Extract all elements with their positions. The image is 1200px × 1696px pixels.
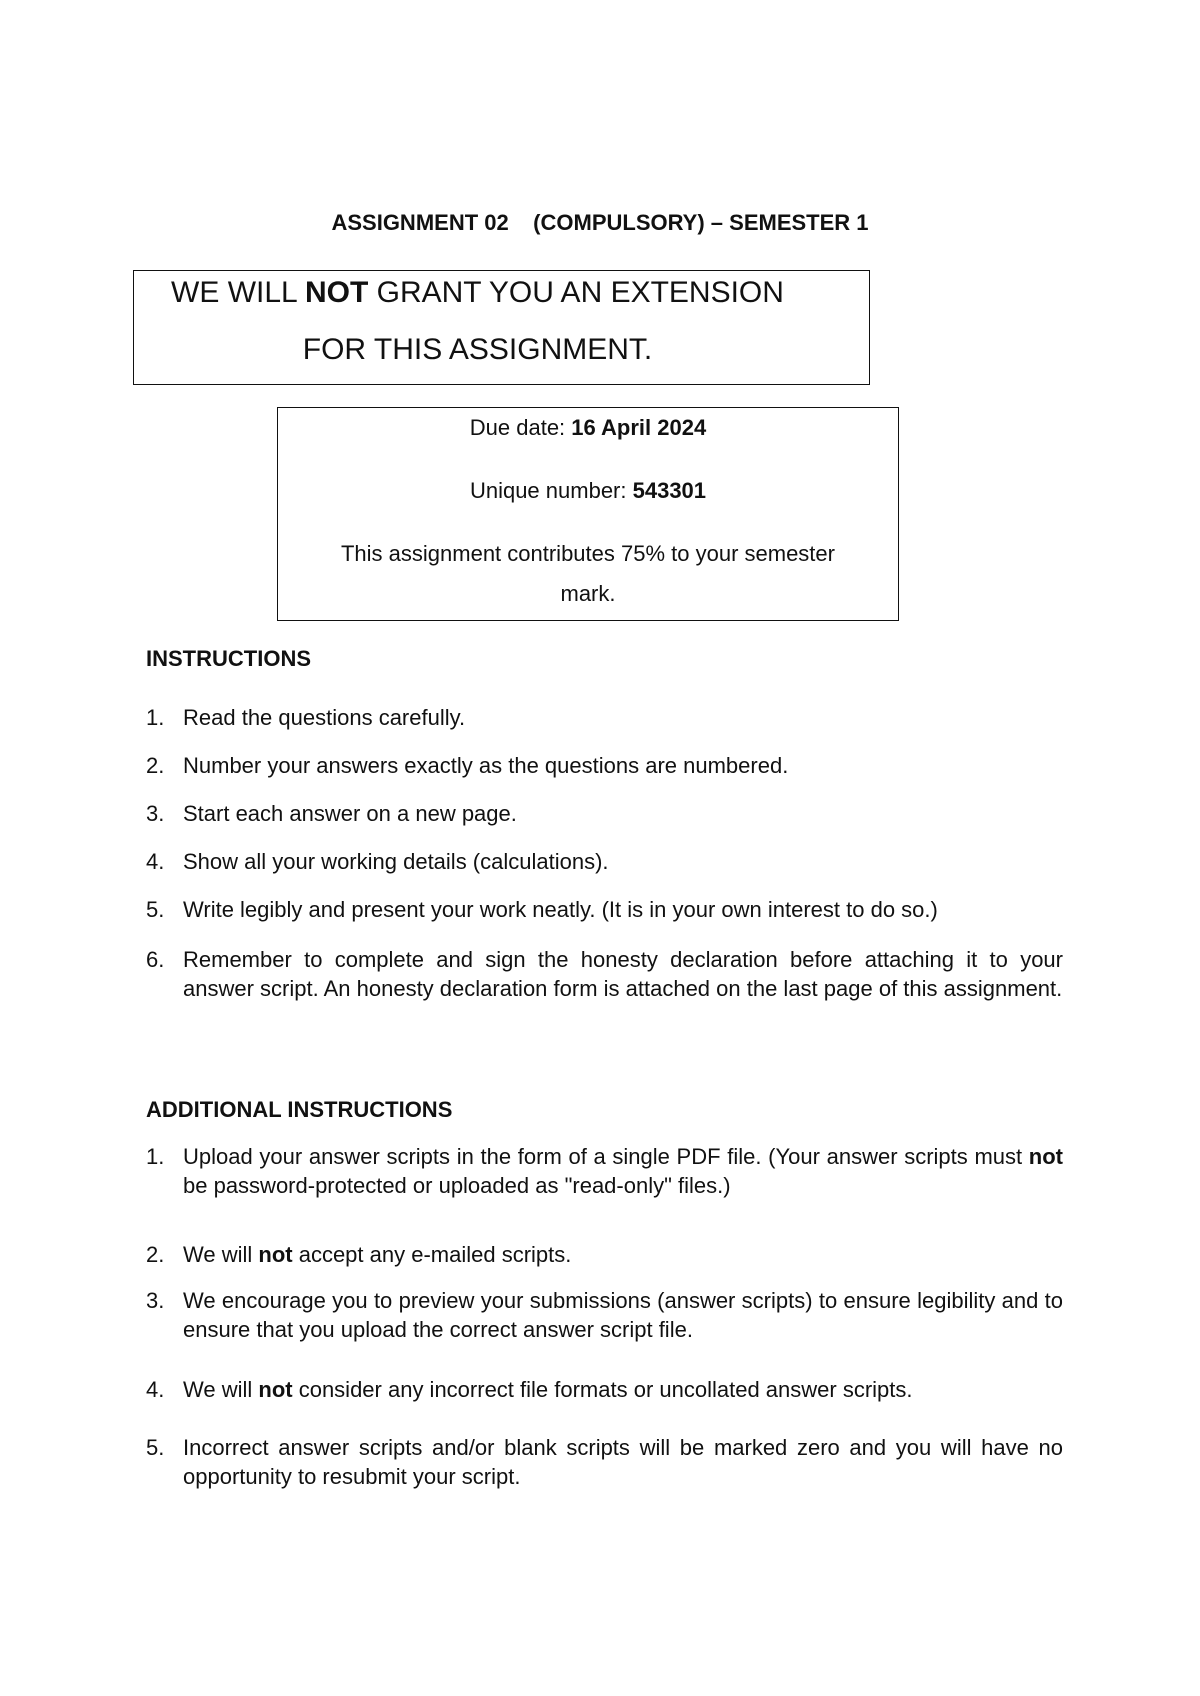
additional-instruction-number: 5. <box>146 1435 165 1460</box>
extension-notice-text: WE WILL <box>171 276 305 309</box>
contribution-line1: This assignment contributes 75% to your semester <box>340 541 835 566</box>
additional-instruction-text <box>183 1286 1063 1344</box>
additional-instruction-number: 3. <box>146 1288 165 1313</box>
extension-notice-emphasis: NOT <box>304 276 369 309</box>
instruction-number: 6. <box>146 947 165 972</box>
extension-notice-text: GRANT YOU AN EXTENSION <box>368 276 784 309</box>
instruction-number: 3. <box>146 801 165 826</box>
additional-instruction-number: 1. <box>146 1144 165 1169</box>
additional-instruction-text <box>183 1375 1063 1404</box>
instruction-number: 4. <box>146 849 165 874</box>
assignment-info-box <box>277 407 899 621</box>
instruction-text: Show all your working details (calculations). <box>183 849 609 874</box>
additional-instruction-emphasis: not <box>258 1242 293 1267</box>
extension-notice-line1 <box>134 276 821 310</box>
additional-instruction-number: 2. <box>146 1242 165 1267</box>
additional-instructions-heading: ADDITIONAL INSTRUCTIONS <box>146 1097 453 1122</box>
additional-instruction-text <box>183 1142 1063 1200</box>
instruction-text: Read the questions carefully. <box>183 705 466 730</box>
additional-instruction-text-part: be password-protected or uploaded as "read-only" files.) <box>183 1173 731 1198</box>
unique-number-value: 543301 <box>632 478 707 503</box>
additional-instruction-emphasis: not <box>258 1377 293 1402</box>
instruction-number: 2. <box>146 753 165 778</box>
additional-instruction-text-part: We will <box>183 1377 259 1402</box>
unique-number <box>278 478 898 504</box>
additional-instruction-text-part: Upload your answer scripts in the form of a single PDF file. (Your answer scripts must <box>183 1144 1029 1169</box>
instruction-number: 5. <box>146 897 165 922</box>
due-date-value: 16 April 2024 <box>571 415 707 440</box>
instruction-number: 1. <box>146 705 165 730</box>
instruction-text: Remember to complete and sign the honesty declaration before attaching it to your answer script. An honesty declaration form is attached on the last page of this assignment. <box>183 947 1063 1001</box>
due-date-label: Due date: <box>469 415 572 440</box>
instruction-text: Write legibly and present your work neatly. (It is in your own interest to do so.) <box>183 897 938 922</box>
additional-instruction-text-part: accept any e-mailed scripts. <box>292 1242 572 1267</box>
due-date <box>278 415 898 441</box>
additional-instruction-number: 4. <box>146 1377 165 1402</box>
additional-instruction-text-part: We will <box>183 1242 259 1267</box>
unique-number-label: Unique number: <box>469 478 633 503</box>
additional-instruction-text-part: Incorrect answer scripts and/or blank scripts will be marked zero and you will have no opportunity to resubmit your script. <box>183 1435 1063 1489</box>
additional-instruction-text <box>183 1240 1063 1269</box>
additional-instruction-text <box>183 1433 1063 1491</box>
contribution-line2: mark. <box>560 581 616 606</box>
instruction-text: Number your answers exactly as the questions are numbered. <box>183 753 789 778</box>
instructions-heading: INSTRUCTIONS <box>146 646 311 671</box>
extension-notice-box <box>133 270 870 385</box>
additional-instruction-emphasis: not <box>1028 1144 1063 1169</box>
additional-instruction-text-part: consider any incorrect file formats or uncollated answer scripts. <box>292 1377 913 1402</box>
additional-instruction-text-part: We encourage you to preview your submissions (answer scripts) to ensure legibility and to ensure that you upload the correct answer script file. <box>183 1288 1063 1342</box>
assignment-title: ASSIGNMENT 02 (COMPULSORY) – SEMESTER 1 <box>331 210 869 235</box>
extension-notice-line2: FOR THIS ASSIGNMENT. <box>302 333 653 366</box>
instruction-text: Start each answer on a new page. <box>183 801 517 826</box>
